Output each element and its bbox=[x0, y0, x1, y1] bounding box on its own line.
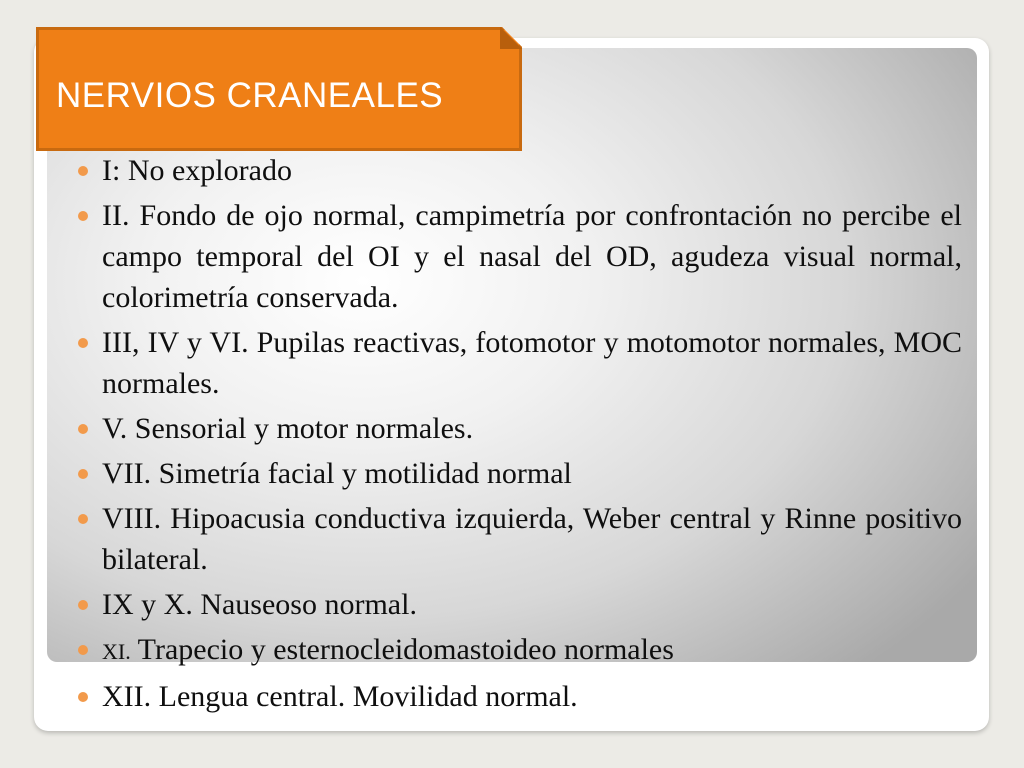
bullet-dot-icon bbox=[78, 338, 88, 348]
bullet-dot-icon bbox=[78, 600, 88, 610]
bullet-list bbox=[76, 150, 962, 721]
bullet-dot-icon bbox=[78, 514, 88, 524]
bullet-text: V. Sensorial y motor normales. bbox=[102, 412, 474, 445]
bullet-dot-icon bbox=[78, 424, 88, 434]
bullet-text: IX y X. Nauseoso normal. bbox=[102, 588, 417, 621]
slide-title: NERVIOS CRANEALES bbox=[56, 76, 444, 115]
bullet-item-6 bbox=[76, 498, 962, 580]
bullet-item-3 bbox=[76, 322, 962, 404]
bullet-text: VII. Simetría facial y motilidad normal bbox=[102, 457, 572, 490]
bullet-item-9 bbox=[76, 676, 962, 717]
bullet-text: III, IV y VI. Pupilas reactivas, fotomotor y motomotor normales, MOC normales. bbox=[102, 326, 962, 400]
bullet-text: II. Fondo de ojo normal, campimetría por confrontación no percibe el campo temporal del OI y el nasal del OD, agudeza visual normal, colorimetría conservada. bbox=[102, 199, 962, 314]
bullet-text: VIII. Hipoacusia conductiva izquierda, Weber central y Rinne positivo bilateral. bbox=[102, 502, 962, 576]
bullet-item-5 bbox=[76, 453, 962, 494]
bullet-text: I: No explorado bbox=[102, 154, 292, 187]
bullet-dot-icon bbox=[78, 469, 88, 479]
bullet-dot-icon bbox=[78, 645, 88, 655]
bullet-text: XII. Lengua central. Movilidad normal. bbox=[102, 680, 578, 713]
bullet-item-8 bbox=[76, 629, 962, 672]
bullet-item-1 bbox=[76, 150, 962, 191]
bullet-item-4 bbox=[76, 408, 962, 449]
bullet-item-7 bbox=[76, 584, 962, 625]
bullet-dot-icon bbox=[78, 211, 88, 221]
bullet-dot-icon bbox=[78, 166, 88, 176]
bullet-text: Trapecio y esternocleidomastoideo normales bbox=[130, 633, 674, 666]
bullet-dot-icon bbox=[78, 692, 88, 702]
title-banner-fold bbox=[500, 27, 522, 49]
bullet-item-2 bbox=[76, 195, 962, 318]
bullet-prefix: XI. bbox=[102, 639, 131, 664]
